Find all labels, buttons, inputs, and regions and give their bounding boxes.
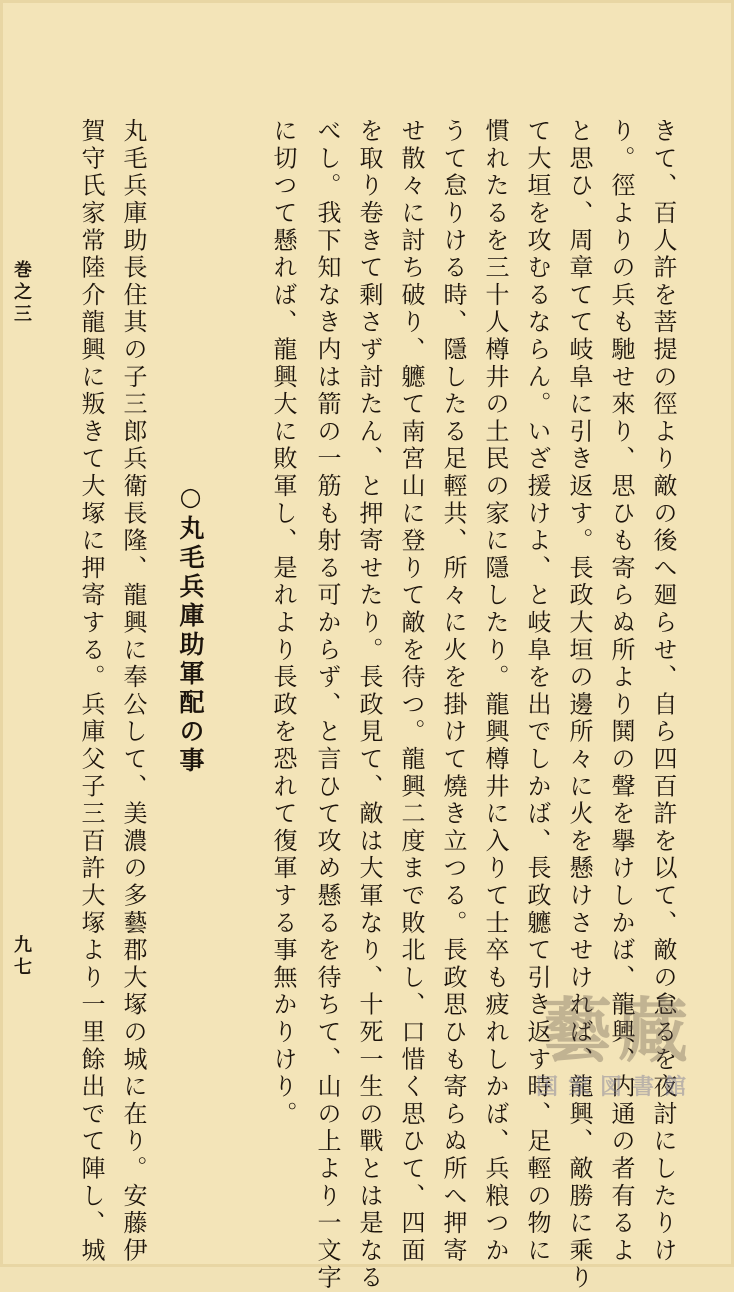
text-line-10: に切つて懸れば、龍興大に敗軍し、是れより長政を恐れて復軍する事無かりけり。 xyxy=(269,118,297,1129)
text-line-9: べし。我下知なき内は箭の一筋も射る可からず、と言ひて攻め懸るを待ちて、山の上より一文字 xyxy=(313,118,341,1292)
library-watermark: 藝藏 xyxy=(542,989,694,1072)
text-line-11: 丸毛兵庫助長住其の子三郎兵衛長隆、龍興に奉公して、美濃の多藝郡大塚の城に在り。安藤伊 xyxy=(119,118,147,1265)
page-number: 九七 xyxy=(11,935,32,979)
text-line-7: せ散々に討ち破り、軈て南宮山に登りて敵を待つ。龍興二度まで敗北し、口惜く思ひて、四面 xyxy=(397,118,425,1265)
text-line-2: り。徑よりの兵も馳せ來り、思ひも寄らぬ所より鬨の聲を擧けしかば、龍興、内通の者有るよ xyxy=(607,118,635,1265)
volume-label: 巻之三 xyxy=(11,260,32,326)
text-line-5: 慣れたるを三十人樽井の土民の家に隱したり。龍興樽井に入りて士卒も疲れしかば、兵粮つか xyxy=(481,118,509,1265)
text-line-1: きて、百人許を菩提の徑より敵の後へ廻らせ、自ら四百許を以て、敵の怠るを夜討にしたりけ xyxy=(649,118,677,1265)
text-line-3: と思ひ、周章てて岐阜に引き返す。長政大垣の邊所々に火を懸けさせければ、龍興、敵勝に乘り xyxy=(565,118,593,1292)
text-line-6: うて怠りける時、隱したる足輕共、所々に火を掛けて燒き立つる。長政思ひも寄らぬ所へ押寄 xyxy=(439,118,467,1265)
library-watermark-subtitle: 国家図書館 xyxy=(535,1074,696,1100)
text-line-12: 賀守氏家常陸介龍興に叛きて大塚に押寄する。兵庫父子三百許大塚より一里餘出でて陣し、城 xyxy=(77,118,105,1265)
section-heading: ○丸毛兵庫助軍配の事 xyxy=(176,482,205,776)
text-line-4: て大垣を攻むるならん。いざ援けよ、と岐阜を出でしかば、長政軈て引き返す時、足輕の物に xyxy=(523,118,551,1265)
text-line-8: を取り卷きて剩さず討たん、と押寄せたり。長政見て、敵は大軍なり、十死一生の戰とは是なる xyxy=(355,118,383,1292)
